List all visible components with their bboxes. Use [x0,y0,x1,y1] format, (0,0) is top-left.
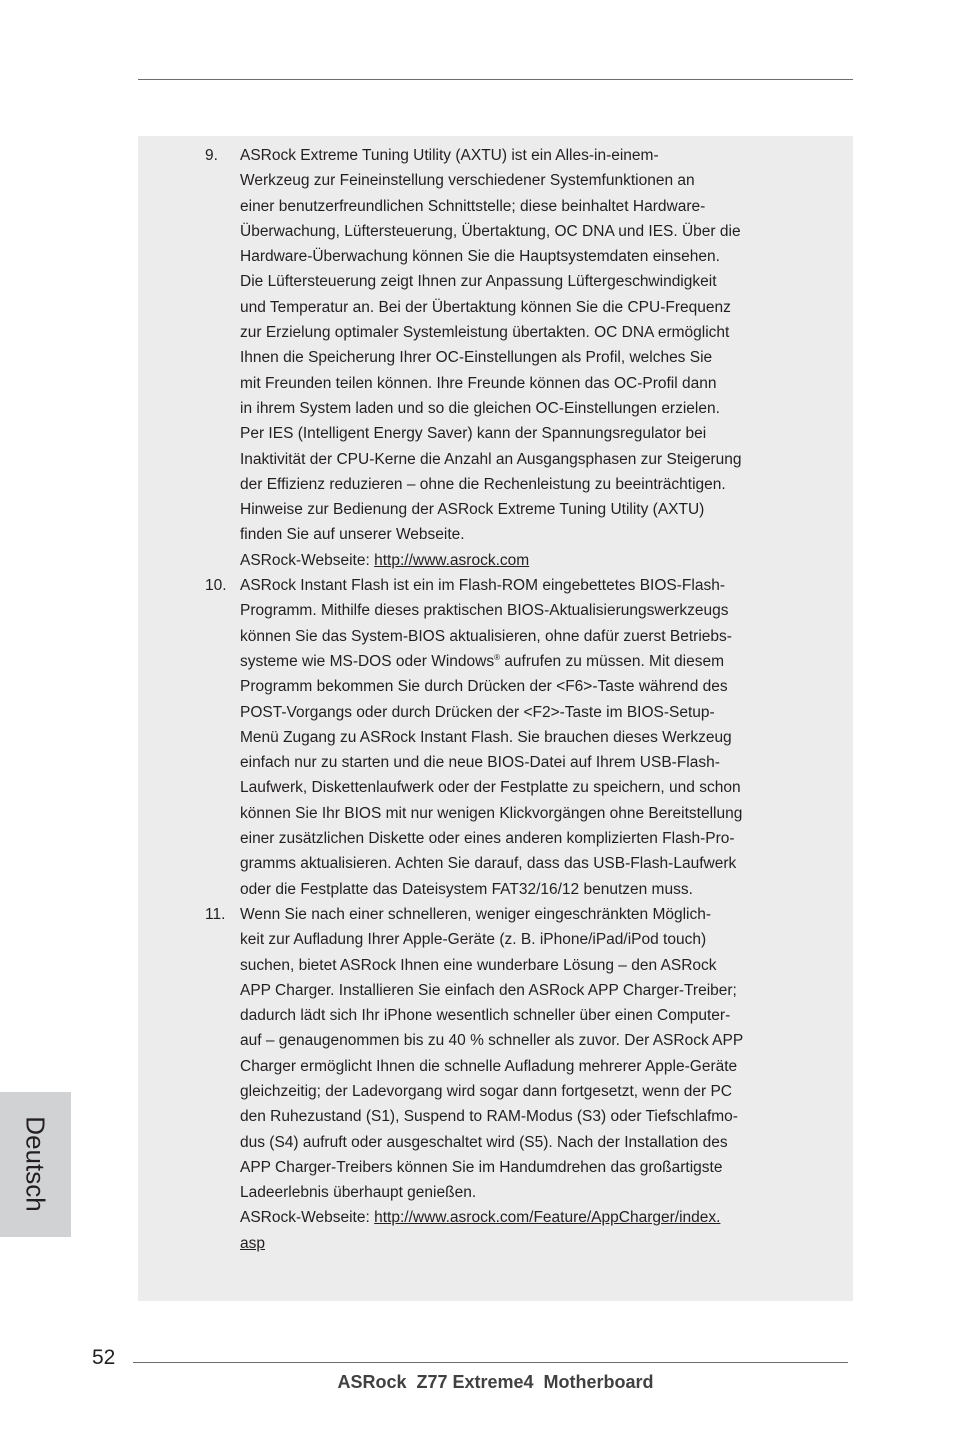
footer-title: ASRock Z77 Extreme4 Motherboard [337,1372,654,1392]
item-text-line: ASRock Extreme Tuning Utility (AXTU) ist ein Alles-in-einem- [240,147,659,164]
item-text-line: Ihnen die Speicherung Ihrer OC-Einstellungen als Profil, welches Sie [240,349,713,367]
item-text-line: den Ruhezustand (S1), Suspend to RAM-Modus (S3) oder Tiefschlafmo- [240,1108,738,1126]
item-text-line: suchen, bietet ASRock Ihnen eine wunderbare Lösung – den ASRock [240,956,717,974]
item-text-line: Per IES (Intelligent Energy Saver) kann der Spannungsregulator bei [240,425,707,443]
item-text-line: Programm bekommen Sie durch Drücken der <F6>-Taste während des [240,678,728,696]
language-tab [0,1092,71,1237]
item-text-line: dus (S4) aufruft oder ausgeschaltet wird (S5). Nach der Installation des [240,1133,728,1151]
item-text-line: Inaktivität der CPU-Kerne die Anzahl an Ausgangsphasen zur Steigerung [240,450,742,468]
website-label: ASRock-Webseite: [240,1209,375,1227]
item-text-line: können Sie Ihr BIOS mit nur wenigen Klickvorgängen ohne Bereitstellung [240,804,743,822]
feature-list [205,143,790,1256]
asrock-website-link[interactable]: http://www.asrock.com [374,551,530,569]
item-text-line: Laufwerk, Diskettenlaufwerk oder der Festplatte zu speichern, und schon [240,779,741,797]
item-text-line: APP Charger. Installieren Sie einfach den ASRock APP Charger-Treiber; [240,981,737,999]
item-text-line: gleichzeitig; der Ladevorgang wird sogar dann fortgesetzt, wenn der PC [240,1082,732,1100]
bottom-rule [133,1362,848,1363]
item-text-line: einfach nur zu starten und die neue BIOS-Datei auf Ihrem USB-Flash- [240,754,720,772]
item-number: 9. [205,147,218,164]
item-text-line: gramms aktualisieren. Achten Sie darauf, dass das USB-Flash-Laufwerk [240,855,737,873]
item-text-line: Die Lüftersteuerung zeigt Ihnen zur Anpassung Lüftergeschwindigkeit [240,273,717,291]
language-tab-label: Deutsch [20,1116,51,1212]
registered-mark: ® [494,652,500,662]
item-number: 10. [205,577,227,595]
item-text-line: auf – genaugenommen bis zu 40 % schneller als zuvor. Der ASRock APP [240,1032,744,1050]
list-item-10 [205,573,790,902]
item-text-line [240,649,790,674]
appcharger-website-link-continued[interactable]: asp [240,1234,265,1252]
item-text-line: einer benutzerfreundlichen Schnittstelle; diese beinhaltet Hardware- [240,197,706,215]
item-text-line: ASRock Instant Flash ist ein im Flash-ROM eingebettetes BIOS-Flash- [240,577,725,595]
list-item-9 [205,143,790,573]
website-label: ASRock-Webseite: [240,551,375,569]
website-line [240,1205,790,1230]
item-number: 11. [205,905,226,923]
appcharger-website-link[interactable]: http://www.asrock.com/Feature/AppCharger/index. [374,1209,721,1227]
website-line-continued [240,1231,790,1256]
list-item-11 [205,902,790,1256]
item-text-line: finden Sie auf unserer Webseite. [240,526,465,544]
item-text-line: POST-Vorgangs oder durch Drücken der <F2>-Taste im BIOS-Setup- [240,703,715,721]
item-text-line: einer zusätzlichen Diskette oder eines anderen komplizierten Flash-Pro- [240,830,735,848]
item-text-line: Wenn Sie nach einer schnelleren, weniger eingeschränkten Möglich- [240,905,712,923]
item-text-line: Ladeerlebnis überhaupt genießen. [240,1184,477,1202]
item-text-line: Menü Zugang zu ASRock Instant Flash. Sie brauchen dieses Werkzeug [240,728,732,746]
item-text-line: APP Charger-Treibers können Sie im Handumdrehen das großartigste [240,1158,723,1176]
item-text-line: können Sie das System-BIOS aktualisieren, ohne dafür zuerst Betriebs- [240,627,732,645]
item-text-line: zur Erzielung optimaler Systemleistung übertakten. OC DNA ermöglicht [240,324,730,342]
page-number: 52 [92,1346,116,1369]
item-text-line: Werkzeug zur Feineinstellung verschiedener Systemfunktionen an [240,172,695,190]
item-text-line: Charger ermöglicht Ihnen die schnelle Aufladung mehrerer Apple-Geräte [240,1057,738,1075]
item-text-line: und Temperatur an. Bei der Übertaktung können Sie die CPU-Frequenz [240,298,731,316]
item-text-line: Überwachung, Lüftersteuerung, Übertaktung, OC DNA und IES. Über die [240,222,741,240]
windows-text-rest: aufrufen zu müssen. Mit diesem [500,652,724,670]
item-text-line: oder die Festplatte das Dateisystem FAT32/16/12 benutzen muss. [240,880,693,898]
item-text-line: Hardware-Überwachung können Sie die Hauptsystemdaten einsehen. [240,248,720,266]
windows-text: systeme wie MS-DOS oder Windows [240,652,495,670]
item-text-line: in ihrem System laden und so die gleichen OC-Einstellungen erzielen. [240,399,720,417]
item-text-line: der Effizienz reduzieren – ohne die Rechenleistung zu beeinträchtigen. [240,475,726,493]
item-text-line: mit Freunden teilen können. Ihre Freunde können das OC-Profil dann [240,374,717,392]
top-rule [138,79,853,80]
item-text-line: Programm. Mithilfe dieses praktischen BIOS-Aktualisierungswerkzeugs [240,602,729,620]
item-text-line: dadurch lädt sich Ihr iPhone wesentlich schneller über einen Computer- [240,1007,731,1025]
item-text-line: keit zur Aufladung Ihrer Apple-Geräte (z. B. iPhone/iPad/iPod touch) [240,931,707,949]
item-text-line: Hinweise zur Bedienung der ASRock Extreme Tuning Utility (AXTU) [240,501,705,519]
website-line [240,548,790,573]
